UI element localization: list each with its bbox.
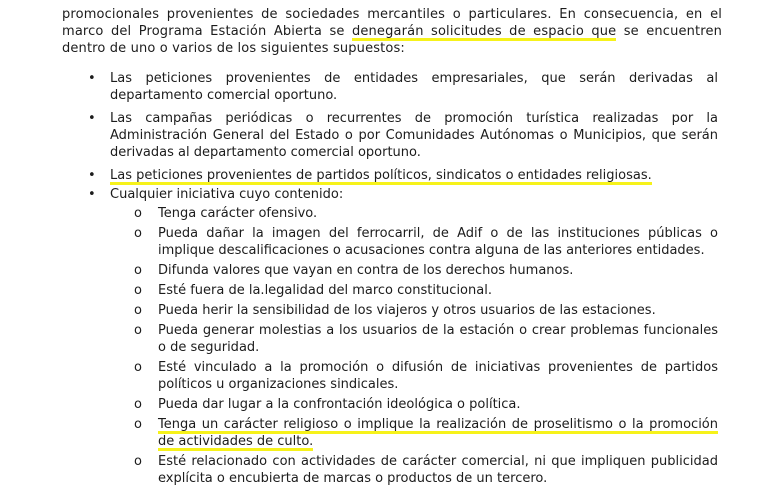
sub-item-text: Pueda dar lugar a la confrontación ideológica o política.	[158, 397, 521, 412]
sub-item-text: Esté vinculado a la promoción o difusión de iniciativas provenientes de partidos políticos u organizaciones sindicales.	[158, 360, 718, 392]
sub-item-text: Pueda generar molestias a los usuarios de la estación o crear problemas funcionales o de seguridad.	[158, 323, 718, 355]
sub-item	[134, 205, 718, 222]
sub-item	[134, 302, 718, 319]
sub-item-text-highlighted: Tenga un carácter religioso o implique la realización de proselitismo o la promoción de actividades de culto.	[158, 417, 718, 449]
intro-paragraph	[62, 6, 722, 57]
sub-item	[134, 225, 718, 259]
sub-bullet-marker: o	[134, 397, 142, 412]
sub-item-text: Esté relacionado con actividades de carácter comercial, ni que impliquen publicidad explícita o encubierta de marcas o productos de un tercero.	[158, 454, 718, 486]
intro-text-start: promocionales provenientes de sociedades mercantiles o particulares. En consecuencia, en el marco del Programa Estación Abierta se	[62, 7, 722, 39]
bullet-item	[88, 186, 718, 487]
sub-item	[134, 416, 718, 450]
sub-item	[134, 396, 718, 413]
bullet-marker: •	[88, 111, 96, 126]
sub-bullet-marker: o	[134, 454, 142, 469]
sub-bullet-marker: o	[134, 263, 142, 278]
intro-text-end: se encuentren dentro de uno o varios de los siguientes supuestos:	[62, 24, 722, 56]
sub-item-text: Pueda herir la sensibilidad de los viajeros y otros usuarios de las estaciones.	[158, 303, 656, 318]
sub-item-text: Tenga carácter ofensivo.	[158, 206, 318, 221]
bullet-marker: •	[88, 71, 96, 86]
sub-item	[134, 453, 718, 487]
highlighted-phrase: denegarán solicitudes de espacio que	[351, 24, 617, 39]
bullet-text: Las peticiones provenientes de entidades empresariales, que serán derivadas al departamento comercial oportuno.	[110, 71, 718, 103]
content-criteria-list	[110, 205, 718, 487]
bullet-item	[88, 110, 718, 161]
sub-bullet-marker: o	[134, 323, 142, 338]
sub-item	[134, 282, 718, 299]
sub-bullet-marker: o	[134, 417, 142, 432]
sub-item	[134, 359, 718, 393]
sub-item	[134, 322, 718, 356]
sub-bullet-marker: o	[134, 206, 142, 221]
bullet-item	[88, 70, 718, 104]
bullet-text: Cualquier iniciativa cuyo contenido:	[110, 187, 344, 202]
bullet-text-highlighted: Las peticiones provenientes de partidos políticos, sindicatos o entidades religiosas.	[110, 168, 652, 183]
bullet-marker: •	[88, 187, 96, 202]
bullet-text: Las campañas periódicas o recurrentes de promoción turística realizadas por la Administración General del Estado o por Comunidades Autónomas o Municipios, que serán derivadas al departamento comercial oportuno.	[110, 111, 718, 160]
sub-item-text: Difunda valores que vayan en contra de los derechos humanos.	[158, 263, 574, 278]
bullet-marker: •	[88, 168, 96, 183]
sub-bullet-marker: o	[134, 283, 142, 298]
sub-bullet-marker: o	[134, 360, 142, 375]
sub-item-text: Esté fuera de la.legalidad del marco constitucional.	[158, 283, 492, 298]
sub-item	[134, 262, 718, 279]
sub-bullet-marker: o	[134, 303, 142, 318]
sub-item-text: Pueda dañar la imagen del ferrocarril, de Adif o de las instituciones públicas o implique descalificaciones o acusaciones contra alguna de las anteriores entidades.	[158, 226, 718, 258]
sub-bullet-marker: o	[134, 226, 142, 241]
bullet-item	[88, 167, 718, 184]
supuestos-list	[88, 70, 718, 490]
